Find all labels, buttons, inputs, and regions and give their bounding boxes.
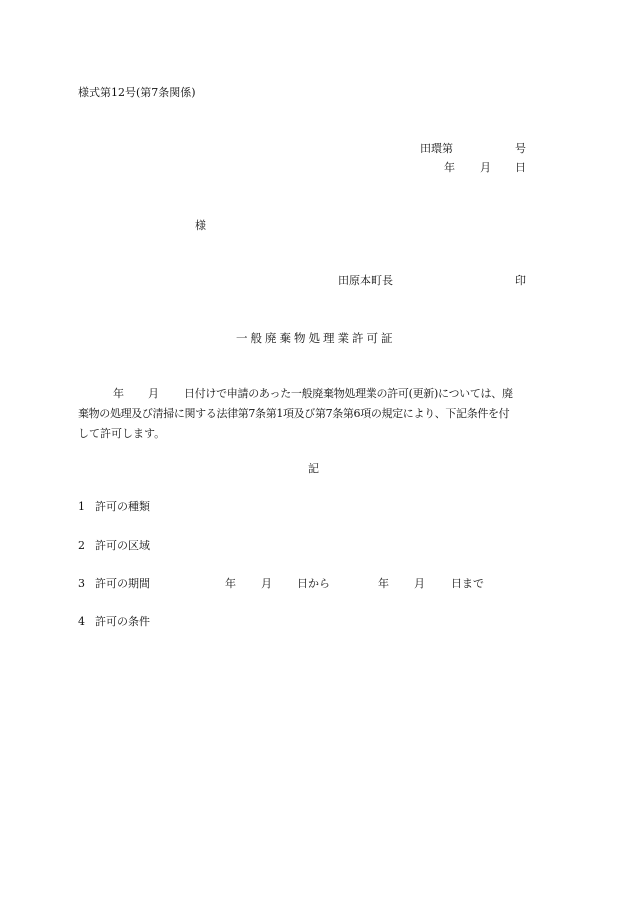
body-date-month: 月: [148, 387, 159, 400]
issue-date-day: 日: [515, 161, 526, 174]
period-start-year: 年: [225, 577, 236, 590]
period-start-day: 日から: [297, 577, 330, 590]
ref-suffix: 号: [515, 142, 526, 155]
ki-marker: 記: [308, 462, 319, 475]
issue-date-month: 月: [480, 161, 491, 174]
body-line-3: して許可します。: [78, 427, 166, 440]
body-line-1: 日付けで申請のあった一般廃棄物処理業の許可(更新)については、廃: [184, 387, 513, 400]
item-1-label: 許可の種類: [95, 500, 150, 513]
period-end-month: 月: [414, 577, 425, 590]
period-end-year: 年: [378, 577, 389, 590]
item-1-number: 1: [78, 500, 85, 513]
issuer-seal: 印: [515, 274, 526, 287]
item-4-number: 4: [78, 615, 85, 628]
body-date-year: 年: [113, 387, 124, 400]
period-start-month: 月: [261, 577, 272, 590]
issue-date-year: 年: [444, 161, 455, 174]
item-3-label: 許可の期間: [95, 577, 150, 590]
period-end-day: 日まで: [451, 577, 484, 590]
item-2-label: 許可の区域: [95, 539, 150, 552]
item-4-label: 許可の条件: [95, 615, 150, 628]
form-label: 様式第12号(第7条関係): [78, 86, 196, 99]
ref-prefix: 田環第: [420, 142, 453, 155]
document-title: 一般廃棄物処理業許可証: [236, 331, 396, 345]
body-line-2: 棄物の処理及び清掃に関する法律第7条第1項及び第7条第6項の規定により、下記条件を付: [78, 407, 510, 420]
item-2-number: 2: [78, 539, 85, 552]
issuer-name: 田原本町長: [338, 274, 393, 287]
recipient-honorific: 様: [195, 219, 206, 232]
item-3-number: 3: [78, 577, 85, 590]
